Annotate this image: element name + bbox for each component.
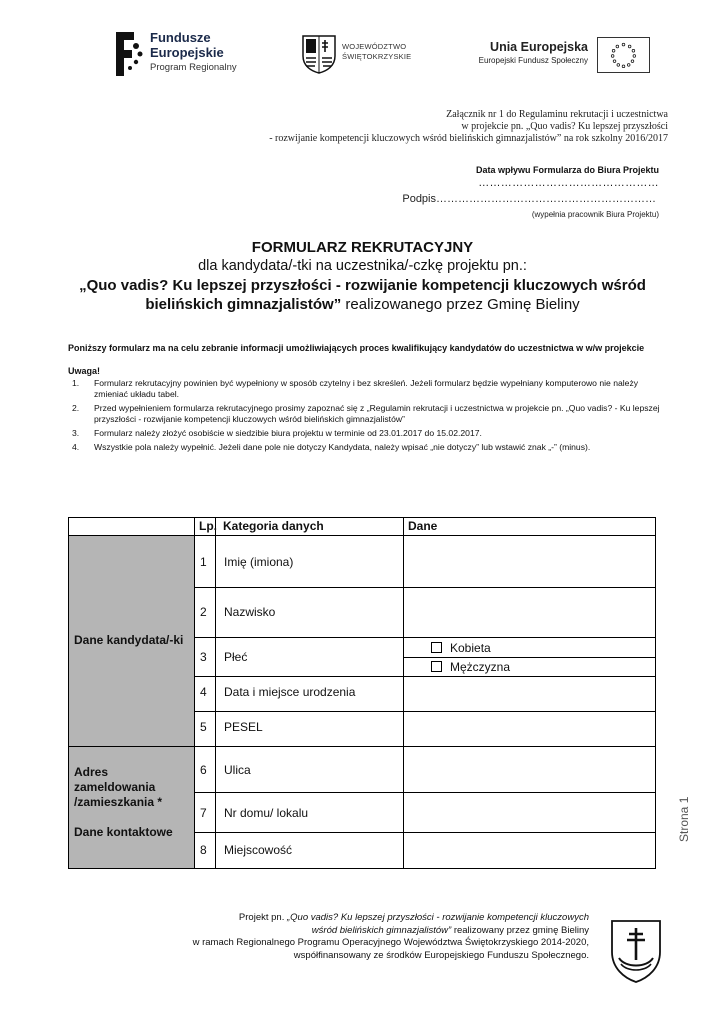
signature-field[interactable]: Podpis……………………………………………………: [402, 193, 656, 205]
woj-line-1: WOJEWÓDZTWO: [342, 42, 407, 51]
fe-line-2: Europejskie: [150, 45, 224, 60]
list-item: [72, 403, 662, 425]
gender-female-label: Kobieta: [450, 640, 491, 655]
footer-line-4: współfinansowany ze środków Europejskiego Funduszu Społecznego.: [293, 949, 589, 961]
list-item: [72, 442, 662, 453]
row-number: 4: [200, 685, 207, 699]
eu-flag-icon: [597, 37, 650, 73]
gender-male-label: Mężczyzna: [450, 659, 511, 674]
last-name-field[interactable]: [404, 588, 655, 637]
row-label-street: Ulica: [224, 763, 251, 777]
annex-line-1: Załącznik nr 1 do Regulaminu rekrutacji i uczestnictwa: [446, 109, 668, 120]
note-text: Formularz rekrutacyjny powinien być wypełniony w sposób czytelny i bez skreśleń. Jeżeli formularz będzie wypełniany komputerowo nie należy zmieniać układu tabel.: [94, 378, 639, 399]
note-number: 1.: [72, 378, 80, 388]
woj-line-2: ŚWIĘTOKRZYSKIE: [342, 52, 412, 61]
annex-note: [269, 109, 668, 145]
form-subtitle: dla kandydata/-tki na uczestnika/-czkę projektu pn.:: [198, 258, 527, 274]
row-number: 7: [200, 806, 207, 820]
receipt-date-field[interactable]: …………………………………………: [478, 177, 659, 189]
candidate-data-table: [68, 517, 656, 869]
row-label-birth: Data i miejsce urodzenia: [224, 685, 356, 699]
ue-subtitle: Europejski Fundusz Społeczny: [478, 56, 588, 65]
project-implementer: realizowanego przez Gminę Bieliny: [341, 296, 580, 313]
footer-line-1b: „Quo vadis? Ku lepszej przyszłości - rozwijanie kompetencji kluczowych: [286, 912, 589, 923]
office-fill-note: (wypełnia pracownik Biura Projektu): [531, 210, 659, 219]
first-name-field[interactable]: [404, 536, 655, 587]
gender-female-checkbox[interactable]: [431, 639, 491, 656]
row-number: 6: [200, 763, 207, 777]
row-number: 1: [200, 555, 207, 569]
form-purpose: Poniższy formularz ma na celu zebranie informacji umożliwiających proces kwalifikujący kandydatów do uczestnictwa w w/w projekcie: [68, 343, 645, 353]
notes-heading: Uwaga!: [68, 366, 101, 376]
section-address-line-2: zameldowania: [74, 780, 156, 794]
wojewodztwo-logo-text: [342, 42, 411, 62]
row-label-house-number: Nr domu/ lokalu: [224, 806, 309, 820]
project-name-line-1: „Quo vadis? Ku lepszej przyszłości - rozwijanie kompetencji kluczowych wśród: [79, 277, 646, 294]
list-item: [72, 378, 662, 400]
checkbox-icon: [431, 642, 442, 653]
note-text: Przed wypełnieniem formularza rekrutacyjnego prosimy zapoznać się z „Regulamin rekrutacji i uczestnictwa w projekcie pn. „Quo vadis? - Ku lepszej przyszłości - rozwijanie kompetencji kluczowych wśród bielińskich gimnazjalistów”: [94, 403, 660, 424]
form-title: FORMULARZ REKRUTACYJNY: [251, 239, 474, 256]
note-text: Wszystkie pola należy wypełnić. Jeżeli dane pole nie dotyczy Kandydata, należy wpisać „nie dotyczy” lub wstawić znak „-” (minus).: [94, 442, 591, 452]
project-name-line-2: bielińskich gimnazjalistów”: [145, 296, 342, 313]
row-label-pesel: PESEL: [224, 720, 263, 734]
checkbox-icon: [431, 661, 442, 672]
row-label-last-name: Nazwisko: [224, 605, 276, 619]
pesel-field[interactable]: [404, 712, 655, 746]
unia-europejska-logo-text: [470, 40, 588, 65]
fundusze-europejskie-logo-text: [150, 30, 237, 75]
birth-date-place-field[interactable]: [404, 677, 655, 711]
footer-line-1a: Projekt pn.: [238, 912, 287, 923]
footer-line-2b: realizowany przez gminę Bieliny: [451, 924, 589, 936]
page-number: Strona 1: [677, 796, 691, 842]
section-address-line-1: Adres: [74, 765, 109, 779]
note-number: 3.: [72, 428, 80, 438]
row-number: 5: [200, 720, 207, 734]
row-label-first-name: Imię (imiona): [224, 555, 294, 569]
note-text: Formularz należy złożyć osobiście w siedzibie biura projektu w terminie od 23.01.2017 do 15.02.2017.: [94, 428, 482, 438]
ue-title: Unia Europejska: [490, 40, 588, 54]
row-label-gender: Płeć: [224, 650, 248, 664]
footer-line-2a: wśród bielińskich gimnazjalistów”: [311, 924, 452, 936]
column-header-data: Dane: [408, 519, 438, 533]
note-number: 2.: [72, 403, 80, 413]
receipt-date-label: Data wpływu Formularza do Biura Projektu: [475, 165, 659, 175]
gender-male-checkbox[interactable]: [431, 658, 510, 675]
footer-note: [193, 912, 589, 962]
section-contact-label: Dane kontaktowe: [74, 825, 173, 839]
row-number: 3: [200, 650, 207, 664]
form-title-block: [0, 238, 725, 314]
column-header-lp: Lp.: [199, 519, 217, 533]
house-number-field[interactable]: [404, 793, 655, 832]
section-label-candidate: Dane kandydata/-ki: [74, 633, 184, 647]
list-item: [72, 428, 662, 439]
note-number: 4.: [72, 442, 80, 452]
gmina-bieliny-coat-of-arms-icon: [609, 918, 663, 984]
footer-line-3: w ramach Regionalnego Programu Operacyjnego Województwa Świętokrzyskiego 2014-2020,: [192, 937, 589, 948]
section-address-line-3: /zamieszkania *: [74, 795, 163, 809]
street-field[interactable]: [404, 747, 655, 792]
annex-line-2: w projekcie pn. „Quo vadis? Ku lepszej przyszłości: [461, 121, 668, 132]
column-header-category: Kategoria danych: [223, 519, 324, 533]
annex-line-3: - rozwijanie kompetencji kluczowych wśród bielińskich gimnazjalistów” na rok szkolny 2016/2017: [269, 133, 668, 144]
notes-list: [72, 378, 662, 456]
city-field[interactable]: [404, 833, 655, 868]
section-label-address: [74, 765, 173, 840]
swietokrzyskie-crest-icon: [301, 34, 337, 74]
fe-line-3: Program Regionalny: [150, 62, 237, 73]
row-label-city: Miejscowość: [224, 843, 293, 857]
row-number: 2: [200, 605, 207, 619]
fundusze-europejskie-logo-icon: [112, 28, 146, 80]
fe-line-1: Fundusze: [150, 30, 211, 45]
row-number: 8: [200, 843, 207, 857]
